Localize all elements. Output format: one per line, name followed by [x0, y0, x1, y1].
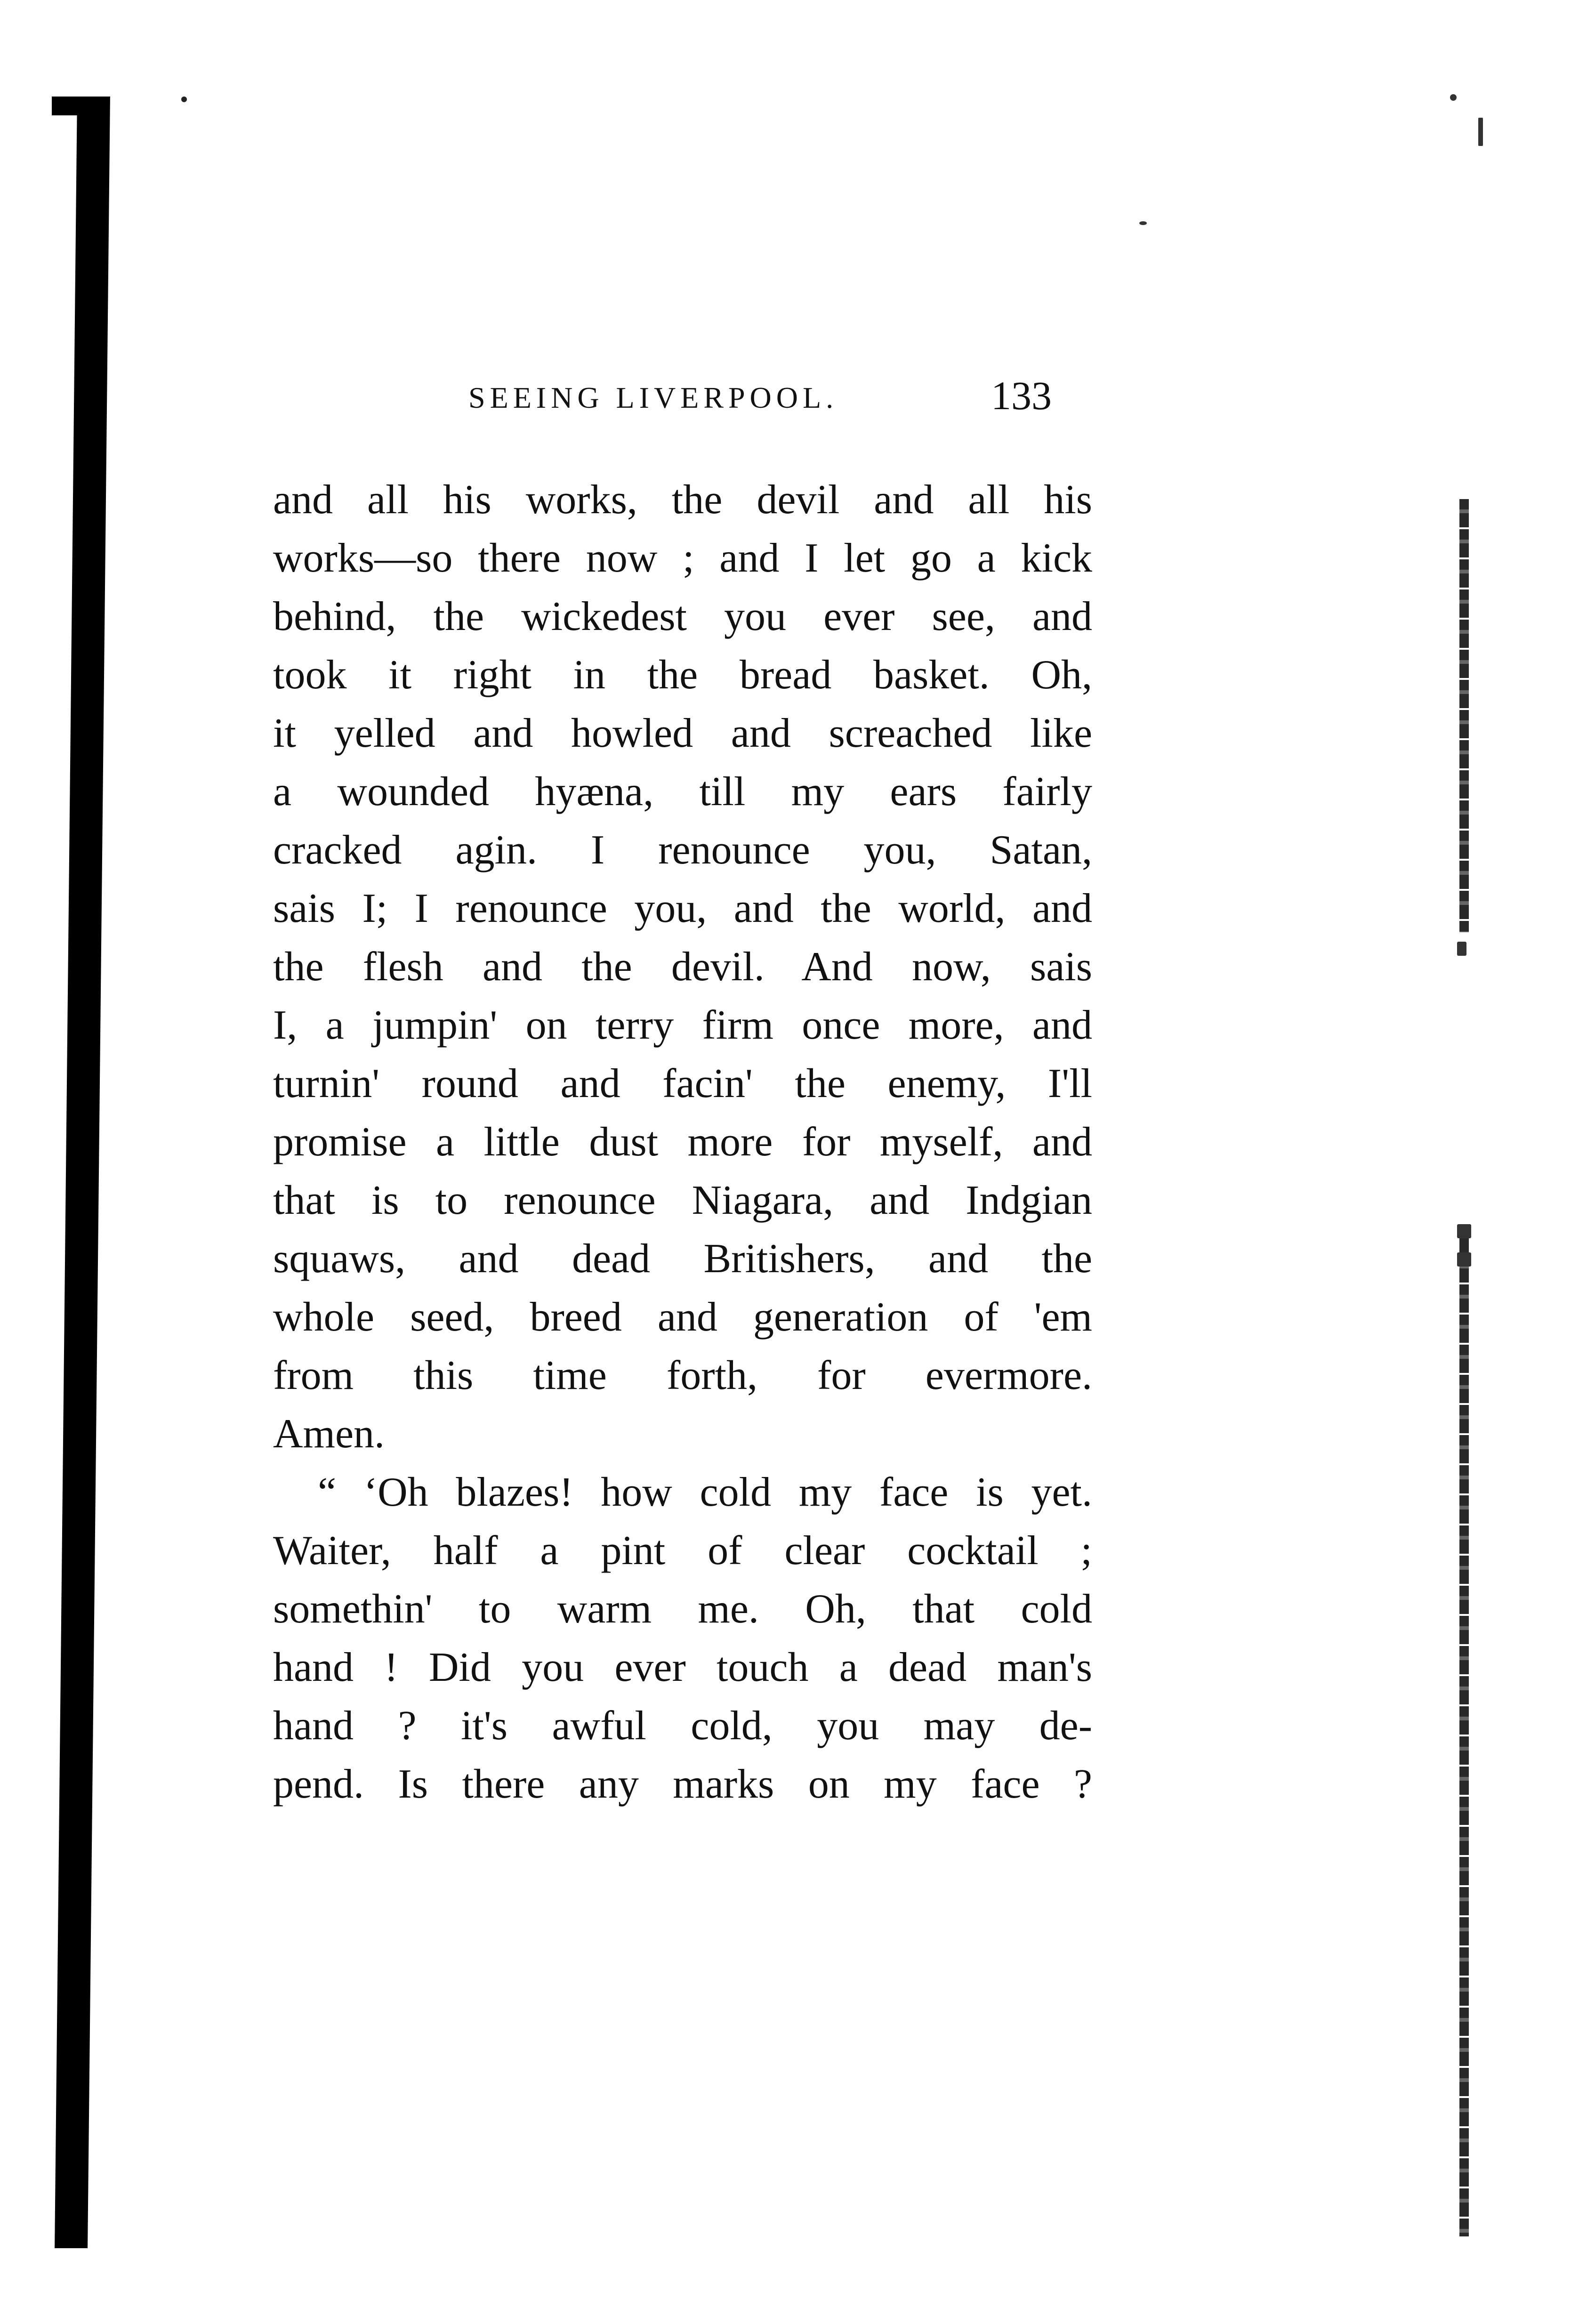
text-line: took it right in the bread basket. Oh,	[273, 652, 1092, 698]
ink-speck	[1139, 221, 1147, 225]
text-line: promise a little dust more for myself, and	[273, 1119, 1092, 1165]
text-line: behind, the wickedest you ever see, and	[273, 594, 1092, 639]
text-line: from this time forth, for evermore.	[273, 1353, 1092, 1398]
text-line: hand ? it's awful cold, you may de-	[273, 1703, 1092, 1749]
ink-speck	[1457, 1252, 1471, 1267]
text-line: works—so there now ; and I let go a kick	[273, 535, 1092, 581]
text-line: a wounded hyæna, till my ears fairly	[273, 769, 1092, 815]
text-line: and all his works, the devil and all his	[273, 477, 1092, 523]
text-line: cracked agin. I renounce you, Satan,	[273, 827, 1092, 873]
text-line: whole seed, breed and generation of 'em	[273, 1294, 1092, 1340]
text-line: the flesh and the devil. And now, sais	[273, 944, 1092, 990]
page-edge-shadow	[1459, 499, 1469, 932]
body-text	[273, 471, 1092, 1814]
text-line: somethin' to warm me. Oh, that cold	[273, 1586, 1092, 1632]
text-line: Amen.	[273, 1411, 385, 1457]
running-head: SEEING LIVERPOOL.	[468, 381, 838, 414]
text-line: I, a jumpin' on terry firm once more, and	[273, 1002, 1092, 1048]
ink-speck	[1457, 1224, 1471, 1238]
ink-speck	[1450, 94, 1457, 101]
text-line: “ ‘Oh blazes! how cold my face is yet.	[318, 1469, 1092, 1515]
text-line: it yelled and howled and screached like	[273, 710, 1092, 756]
page-edge-shadow	[1459, 1224, 1469, 2236]
text-line: that is to renounce Niagara, and Indgian	[273, 1178, 1092, 1223]
ink-speck	[1457, 942, 1466, 956]
text-line: pend. Is there any marks on my face ?	[273, 1761, 1092, 1807]
ink-speck	[181, 97, 187, 102]
text-line: Waiter, half a pint of clear cocktail ;	[273, 1528, 1092, 1574]
page-number: 133	[991, 373, 1052, 418]
binding-edge	[55, 97, 110, 2248]
text-line: hand ! Did you ever touch a dead man's	[273, 1645, 1092, 1690]
text-line: turnin' round and facin' the enemy, I'll	[273, 1061, 1092, 1106]
text-line: sais I; I renounce you, and the world, and	[273, 886, 1092, 931]
ink-speck	[1478, 118, 1483, 146]
text-line: squaws, and dead Britishers, and the	[273, 1236, 1092, 1282]
